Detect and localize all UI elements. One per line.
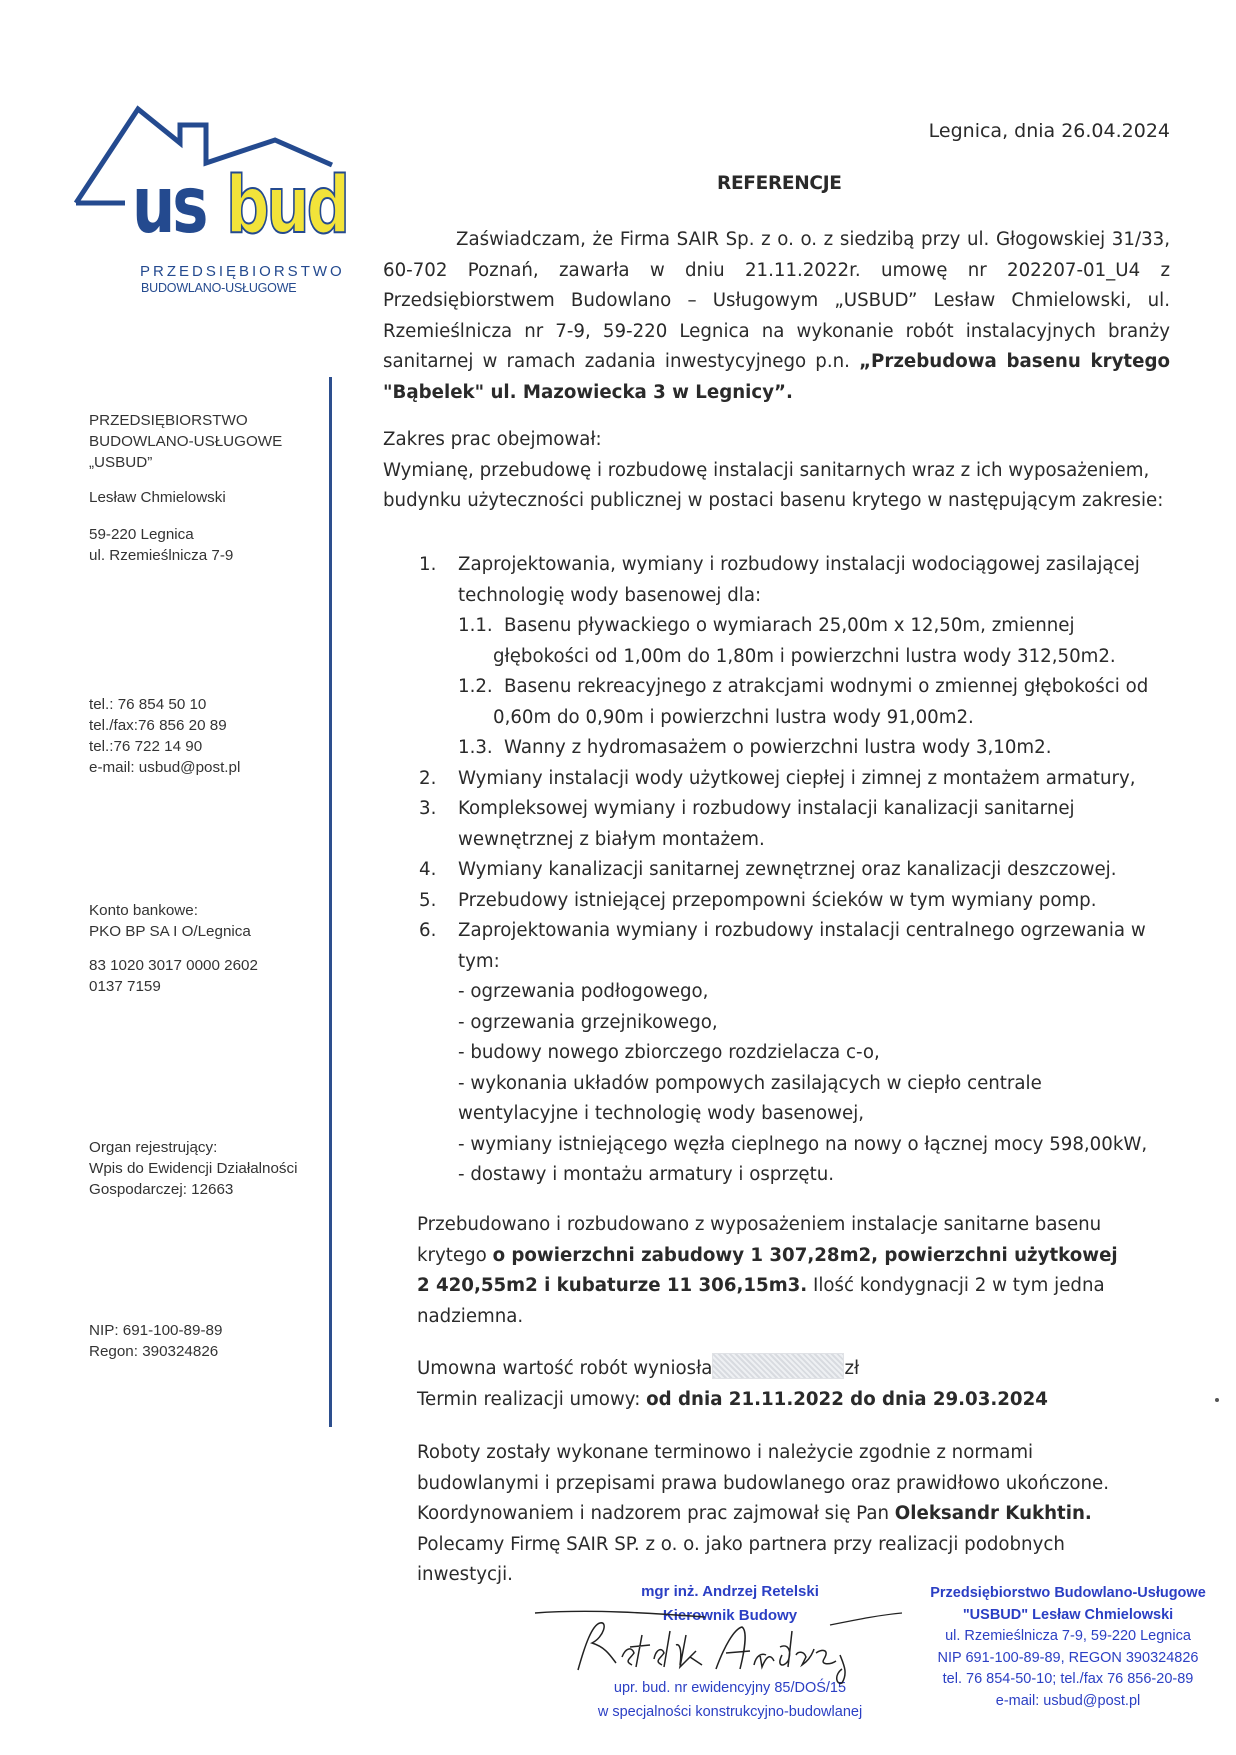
dash-text: - ogrzewania podłogowego, xyxy=(458,981,709,1002)
company-logo xyxy=(70,95,360,295)
sub-list-item xyxy=(383,733,1183,764)
contract-value xyxy=(417,1353,1217,1415)
list-text: technologię wody basenowej dla: xyxy=(458,584,762,606)
dash-item xyxy=(383,977,1183,1008)
value-label: Umowna wartość robót wyniosła xyxy=(417,1358,713,1379)
scope-line: Zakres prac obejmował: xyxy=(383,429,602,450)
closing-line: Polecamy Firmę SAIR SP. z o. o. jako partnera przy realizacji podobnych xyxy=(417,1533,1065,1555)
list-number: 2. xyxy=(419,767,437,789)
sidebar-account xyxy=(89,955,258,997)
dash-item xyxy=(383,1038,1183,1069)
sub-list-item xyxy=(383,611,1183,642)
term-line xyxy=(417,1385,1217,1416)
term-value: od dnia 21.11.2022 do dnia 29.03.2024 xyxy=(646,1388,1048,1410)
list-number: 5. xyxy=(419,889,437,911)
bank-line: PKO BP SA I O/Legnica xyxy=(89,923,251,940)
logo-bud-text: bud xyxy=(226,161,348,251)
owner-name: Lesław Chmielowski xyxy=(89,489,226,506)
sidebar-registry xyxy=(89,1137,298,1200)
contact-line: tel./fax:76 856 20 89 xyxy=(89,717,227,734)
site-manager-stamp xyxy=(545,1580,915,1724)
stray-dot xyxy=(1215,1398,1219,1402)
stamp-small-line: w specjalności konstrukcyjno-budowlanej xyxy=(597,1704,863,1720)
list-text: Wymiany instalacji wody użytkowej ciepłej i zimnej z montażem armatury, xyxy=(458,767,1136,789)
sidebar-company-line: „USBUD” xyxy=(89,454,153,471)
company-stamp xyxy=(900,1583,1236,1712)
scope-list xyxy=(383,550,1183,1191)
summary-bold: 2 420,55m2 i kubaturze 11 306,15m3. xyxy=(417,1275,808,1296)
account-line: 83 1020 3017 0000 2602 xyxy=(89,957,258,974)
dash-item xyxy=(383,1130,1183,1161)
list-text: Kompleksowej wymiany i rozbudowy instalacji kanalizacji sanitarnej xyxy=(458,798,1075,819)
sidebar-ids xyxy=(89,1320,222,1362)
sub-list-item-cont xyxy=(383,703,1183,734)
scope-paragraph xyxy=(383,425,1183,517)
list-text: Wymiany kanalizacji sanitarnej zewnętrznej oraz kanalizacji deszczowej. xyxy=(458,859,1117,880)
list-number: 1. xyxy=(419,554,437,575)
sub-list-item-cont xyxy=(383,642,1183,673)
address-line: 59-220 Legnica xyxy=(89,526,194,543)
stamp-line: mgr inż. Andrzej Retelski xyxy=(641,1583,819,1600)
stamp-line: tel. 76 854-50-10; tel./fax 76 856-20-89 xyxy=(942,1671,1194,1687)
regon-line: Regon: 390324826 xyxy=(89,1343,219,1360)
summary-text: Ilość kondygnacji 2 w tym jedna xyxy=(807,1275,1105,1296)
sub-list-number: 1.2. xyxy=(458,676,493,697)
registry-line: Wpis do Ewidencji Działalności xyxy=(89,1160,298,1177)
dash-text: - wymiany istniejącego węzła cieplnego na nowy o łącznej mocy 598,00kW, xyxy=(458,1133,1148,1155)
list-text: Zaprojektowania wymiany i rozbudowy instalacji centralnego ogrzewania w xyxy=(458,920,1146,941)
list-item-cont xyxy=(383,947,1183,978)
stamp-line: NIP 691-100-89-89, REGON 390324826 xyxy=(937,1649,1199,1666)
sidebar-contact xyxy=(89,694,240,778)
sub-list-text: Wanny z hydromasażem o powierzchni lustra wody 3,10m2. xyxy=(504,737,1052,758)
sub-list-item xyxy=(383,672,1183,703)
document-title: REFERENCJE xyxy=(717,173,842,194)
contact-line: tel.: 76 854 50 10 xyxy=(89,696,207,713)
list-number: 4. xyxy=(419,859,437,880)
stamp-line: Kierownik Budowy xyxy=(662,1607,798,1624)
closing-text: Koordynowaniem i nadzorem prac zajmował się Pan xyxy=(417,1503,895,1524)
value-line xyxy=(417,1353,1217,1385)
sub-list-text: 0,60m do 0,90m i powierzchni lustra wody 91,00m2. xyxy=(493,706,974,728)
dash-text: - budowy nowego zbiorczego rozdzielacza c-o, xyxy=(458,1042,880,1063)
nip-line: NIP: 691-100-89-89 xyxy=(89,1322,223,1339)
bank-line: Konto bankowe: xyxy=(89,902,198,919)
logo-us-text: us xyxy=(132,161,206,251)
sidebar-bank xyxy=(89,900,251,942)
summary-bold: o powierzchni zabudowy 1 307,28m2, powierzchni użytkowej xyxy=(492,1244,1118,1266)
list-text: tym: xyxy=(458,950,500,972)
contact-email: e-mail: usbud@post.pl xyxy=(89,759,241,776)
term-label: Termin realizacji umowy: xyxy=(417,1388,647,1410)
logo-subtitle-1: PRZEDSIĘBIORSTWO xyxy=(140,263,345,280)
stamp-small-line: upr. bud. nr ewidencyjny 85/DOŚ/15 xyxy=(613,1680,847,1696)
address-line: ul. Rzemieślnicza 7-9 xyxy=(89,547,234,564)
list-text: Zaprojektowania, wymiany i rozbudowy instalacji wodociągowej zasilającej xyxy=(458,554,1140,575)
sidebar-company-line: BUDOWLANO-USŁUGOWE xyxy=(89,433,283,450)
registry-line: Organ rejestrujący: xyxy=(89,1139,218,1156)
document-date: Legnica, dnia 26.04.2024 xyxy=(928,120,1170,142)
registry-line: Gospodarczej: 12663 xyxy=(89,1181,234,1198)
sub-list-number: 1.3. xyxy=(458,737,493,758)
dash-item xyxy=(383,1069,1183,1100)
project-name: „Przebudowa basenu krytego "Bąbelek" ul. Mazowiecka 3 w Legnicy”. xyxy=(383,351,1170,403)
sidebar-divider xyxy=(329,377,332,1427)
logo-subtitle-2: BUDOWLANO-USŁUGOWE xyxy=(141,281,297,295)
list-item xyxy=(383,764,1183,795)
redacted-amount xyxy=(712,1353,844,1379)
sub-list-number: 1.1. xyxy=(458,615,493,636)
value-currency: zł xyxy=(844,1358,860,1379)
signature-space xyxy=(545,1628,915,1676)
dash-text: - wykonania układów pompowych zasilających w ciepło centrale xyxy=(458,1072,1042,1094)
sidebar-company-line: PRZEDSIĘBIORSTWO xyxy=(89,412,248,429)
list-number: 3. xyxy=(419,798,437,819)
closing-line: Roboty zostały wykonane terminowo i należycie zgodnie z normami xyxy=(417,1442,1034,1463)
list-item-cont xyxy=(383,825,1183,856)
sidebar-owner xyxy=(89,487,226,508)
contact-line: tel.:76 722 14 90 xyxy=(89,738,203,755)
intro-text: Zaświadczam, że Firma SAIR Sp. z o. o. z siedzibą przy ul. Głogowskiej 31/33, 60-702 Poznań, zawarła w dniu 21.11.2022r. umowę nr 202207-01_U4 z Przedsiębiorstwem Budowlano – Usługowym „USBUD” Lesław Chmielowski, ul. Rzemieślnicza nr 7-9, 59-220 Legnica na wykonanie robót instalacyjnych branży sanitarnej w ramach zadania inwestycyjnego p.n. xyxy=(383,229,1170,372)
summary-paragraph xyxy=(417,1210,1217,1332)
closing-line xyxy=(417,1499,1217,1530)
sub-list-text: Basenu pływackiego o wymiarach 25,00m x 12,50m, zmiennej xyxy=(504,615,1075,636)
supervisor-name: Oleksandr Kukhtin. xyxy=(894,1503,1092,1524)
stamp-line: Przedsiębiorstwo Budowlano-Usługowe xyxy=(930,1585,1206,1601)
list-item xyxy=(383,794,1183,825)
list-item xyxy=(383,916,1183,947)
list-item-cont xyxy=(383,581,1183,612)
stamp-line: ul. Rzemieślnicza 7-9, 59-220 Legnica xyxy=(945,1628,1191,1644)
dash-item-cont xyxy=(383,1099,1183,1130)
dash-text: - ogrzewania grzejnikowego, xyxy=(458,1011,718,1033)
list-item xyxy=(383,550,1183,581)
list-item xyxy=(383,886,1183,917)
summary-text: krytego xyxy=(417,1244,493,1266)
sidebar-address xyxy=(89,524,233,566)
scope-line: Wymianę, przebudowę i rozbudowę instalacji sanitarnych wraz z ich wyposażeniem, xyxy=(383,459,1150,481)
intro-paragraph xyxy=(383,225,1170,408)
closing-paragraph xyxy=(417,1438,1217,1591)
list-text: Przebudowy istniejącej przepompowni ścieków w tym wymiany pomp. xyxy=(458,889,1097,911)
list-item xyxy=(383,855,1183,886)
sidebar-company xyxy=(89,410,282,473)
summary-line xyxy=(417,1271,1217,1302)
summary-line: nadziemna. xyxy=(417,1305,524,1327)
dash-item xyxy=(383,1160,1183,1191)
account-line: 0137 7159 xyxy=(89,978,161,995)
dash-text: wentylacyjne i technologię wody basenowej, xyxy=(458,1103,865,1124)
list-number: 6. xyxy=(419,920,437,941)
sub-list-text: głębokości od 1,00m do 1,80m i powierzchni lustra wody 312,50m2. xyxy=(493,645,1116,667)
summary-line xyxy=(417,1241,1217,1272)
sub-list-text: Basenu rekreacyjnego z atrakcjami wodnymi o zmiennej głębokości od xyxy=(504,676,1149,697)
stamp-line: "USBUD" Lesław Chmielowski xyxy=(962,1606,1174,1623)
scope-line: budynku użyteczności publicznej w postaci basenu krytego w następującym zakresie: xyxy=(383,490,1164,511)
closing-line: budowlanymi i przepisami prawa budowlanego oraz prawidłowo ukończone. xyxy=(417,1472,1110,1494)
stamp-line: e-mail: usbud@post.pl xyxy=(995,1692,1141,1709)
dash-text: - dostawy i montażu armatury i osprzętu. xyxy=(458,1164,835,1185)
dash-item xyxy=(383,1008,1183,1039)
closing-line: inwestycji. xyxy=(417,1564,513,1585)
summary-line: Przebudowano i rozbudowano z wyposażeniem instalacje sanitarne basenu xyxy=(417,1214,1102,1235)
list-text: wewnętrznej z białym montażem. xyxy=(458,828,765,850)
